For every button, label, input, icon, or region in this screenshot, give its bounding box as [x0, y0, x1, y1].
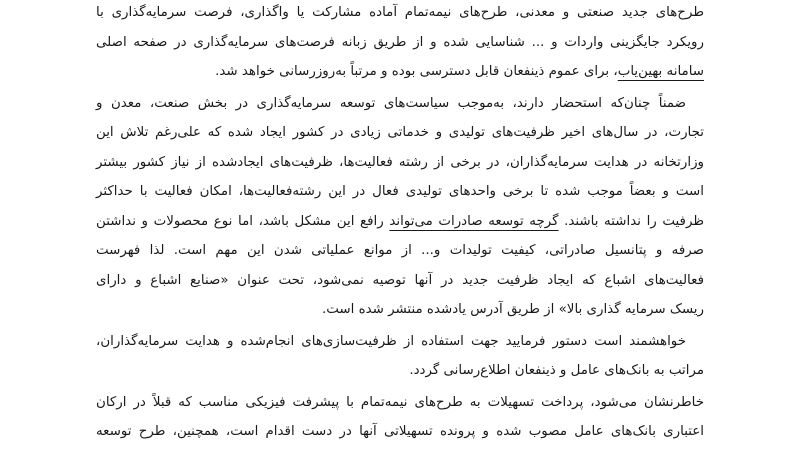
paragraph-investment-opportunities	[96, 0, 704, 87]
letter-body	[96, 0, 704, 447]
text-line: طرح‌های جدید صنعتی و معدنی، طرح‌های نیمه‌تمام آماده مشارکت یا واگذاری، فرصت سرمایه‌گذاری با	[96, 5, 704, 20]
text-line: فعالیت‌های اشباع که ایجاد ظرفیت جدید در آنها توصیه نمی‌شود، تحت عنوان «صنایع اشباع و دارای	[96, 272, 704, 288]
text-line: ریسک سرمایه گذاری بالا» از طریق آدرس یادشده منتشر شده است.	[321, 302, 704, 317]
text-line: خاطرنشان می‌شود، پرداخت تسهیلات به طرح‌های نیمه‌تمام با پیشرفت فیزیکی مناسب که قبلاً در ارکان	[96, 394, 704, 410]
text-fragment: ظرفیت را نداشته باشند.	[558, 213, 704, 229]
text-line: مراتب به بانک‌های عامل و ذینفعان اطلاع‌رسانی گردد.	[409, 363, 704, 378]
underlined-phrase: گرچه توسعه صادرات می‌تواند	[389, 213, 559, 229]
text-line: اعتباری بانک‌های عامل مصوب شده و پرونده تسهیلاتی آنها در دست اقدام است، همچنین، طرح توسعه	[96, 424, 704, 439]
text-line: تجارت، در سال‌های اخیر ظرفیت‌های تولیدی و خدماتی زیادی در کشور ایجاد شده که علی‌رغم تلاش این	[96, 125, 704, 140]
behinyab-system-link[interactable]: سامانه بهین‌یاب	[617, 64, 704, 79]
text-line: وزارتخانه در هدایت سرمایه‌گذاران، در برخی از رشته فعالیت‌ها، ظرفیت‌های ایجادشده از نیاز کشور بیشتر	[96, 154, 704, 170]
paragraph-request	[96, 327, 704, 386]
text-line	[96, 207, 704, 237]
text-line: خواهشمند است دستور فرمایید جهت استفاده از ظرفیت‌سازی‌های انجام‌شده و هدایت سرمایه‌گذاران،	[96, 333, 686, 349]
text-line	[96, 57, 704, 87]
text-line: است و بعضاً موجب شده تا برخی واحدهای تولیدی فعال در این رشته‌فعالیت‌ها، امکان فعالیت با حداکثر	[96, 184, 704, 199]
text-line: صرفه و پتانسیل صادراتی، کیفیت تولیدات و... از موانع عملیاتی شدن این مهم است. لذا فهرست	[96, 243, 704, 258]
paragraph-saturated-industries	[96, 89, 704, 325]
paragraph-note	[96, 388, 704, 447]
text-line: ضمناً چنان‌که استحضار دارند، به‌موجب سیاست‌های توسعه سرمایه‌گذاری در بخش صنعت، معدن و	[96, 95, 686, 111]
text-fragment: رافع این مشکل باشد، اما نوع محصولات و نداشتن	[96, 213, 390, 229]
text-fragment: ، برای عموم ذینفعان قابل دسترسی بوده و مرتباً به‌روزرسانی خواهد شد.	[215, 64, 618, 79]
text-line: رویکرد جایگزینی واردات و ... شناسایی شده و از طریق زبانه فرصت‌های سرمایه‌گذاری در صفحه اصلی	[96, 34, 704, 50]
